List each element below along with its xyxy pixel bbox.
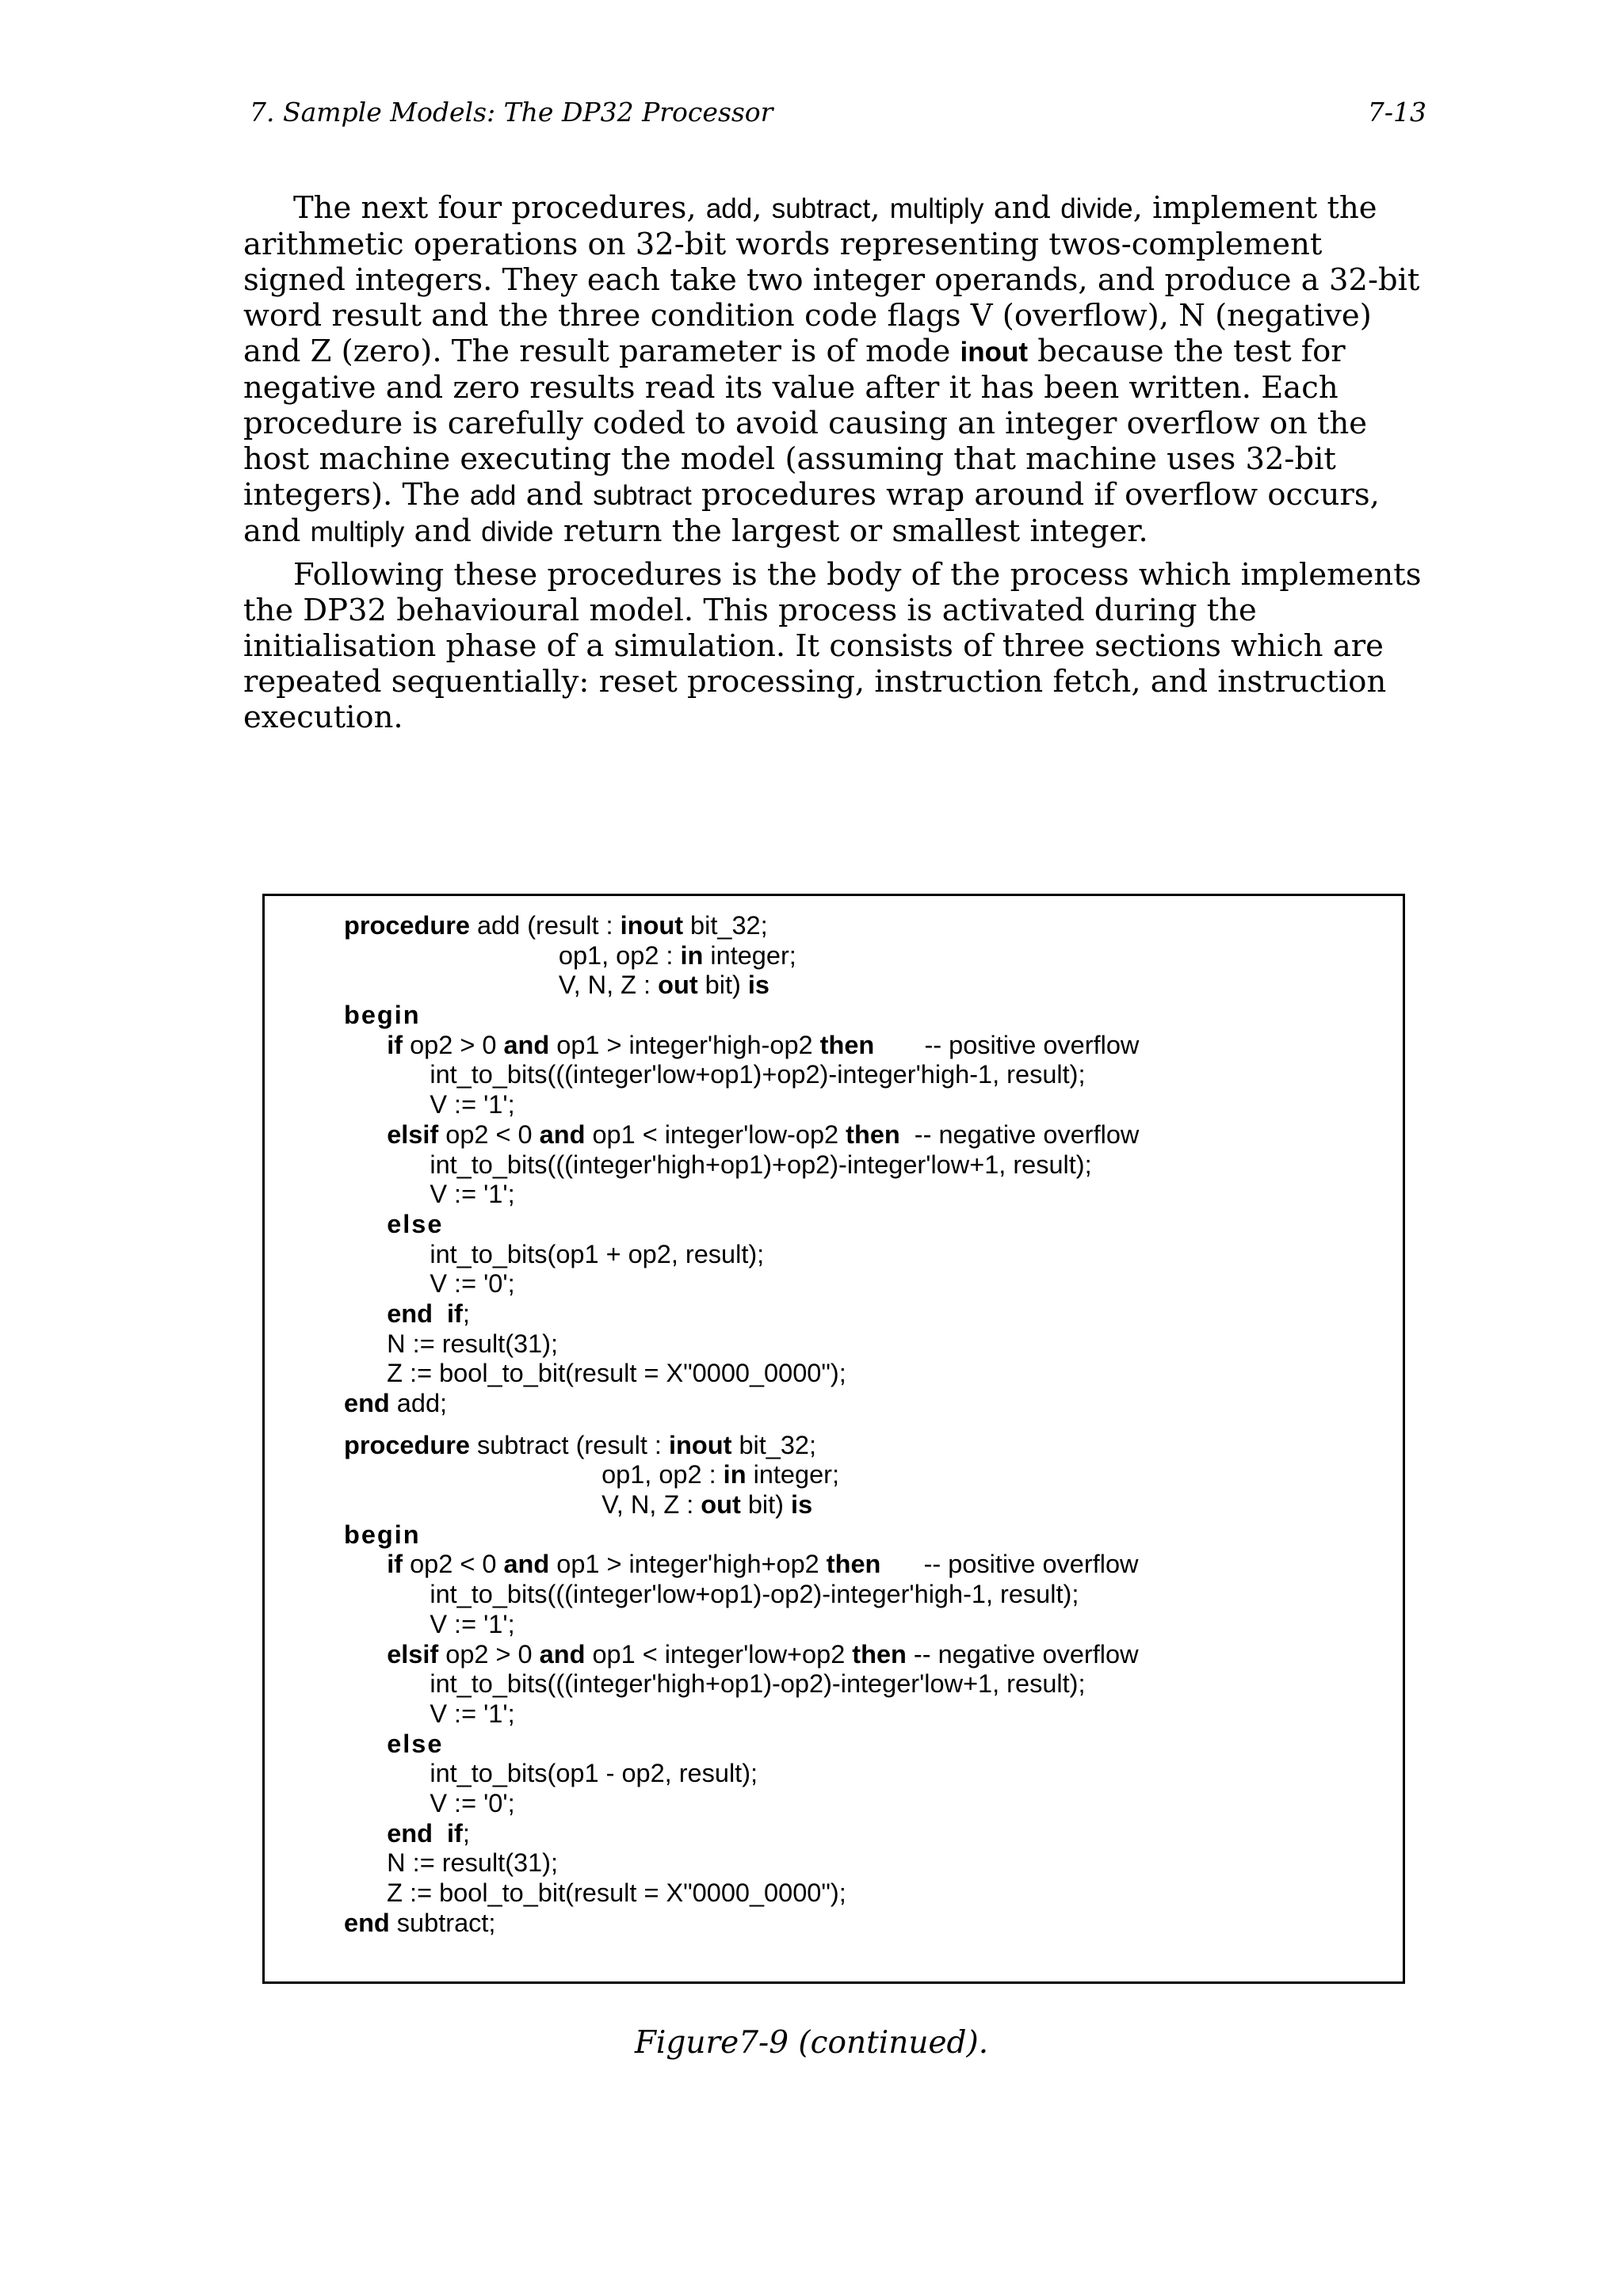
code-text bbox=[344, 1730, 387, 1758]
code-keyword: is bbox=[791, 1490, 813, 1520]
code-keyword: else bbox=[387, 1209, 444, 1238]
code-text: -- positive overflow bbox=[880, 1550, 1139, 1579]
code-keyword: then bbox=[852, 1639, 907, 1669]
text-line: arithmetic operations on 32-bit words representing twos-complement bbox=[243, 227, 1323, 262]
text-line: the DP32 behavioural model. This process is activated during the bbox=[243, 593, 1257, 628]
code-line bbox=[344, 1240, 1398, 1270]
code-keyword: else bbox=[387, 1729, 444, 1758]
text-line: signed integers. They each take two integer operands, and produce a 32-bit bbox=[243, 262, 1420, 298]
figure-caption: Figure7-9 (continued). bbox=[634, 2025, 989, 2061]
code-line bbox=[344, 1120, 1398, 1150]
code-line bbox=[344, 1789, 1398, 1819]
code-line bbox=[344, 1819, 1398, 1849]
code-text bbox=[344, 1031, 387, 1059]
code-text: op2 > 0 bbox=[438, 1639, 540, 1669]
code-text: int_to_bits(op1 + op2, result); bbox=[344, 1239, 765, 1268]
code-text: op1 < integer'low-op2 bbox=[585, 1119, 846, 1149]
code-keyword: end bbox=[344, 1908, 390, 1937]
code-text: -- negative overflow bbox=[899, 1119, 1140, 1149]
code-text: subtract; bbox=[389, 1908, 496, 1937]
code-line bbox=[344, 941, 1398, 971]
code-text bbox=[344, 1299, 387, 1328]
code-text: Z := bool_to_bit(result = X"0000_0000"); bbox=[344, 1359, 846, 1388]
code-text: N := result(31); bbox=[344, 1848, 559, 1878]
body-text bbox=[243, 190, 1432, 742]
code-line bbox=[344, 1550, 1398, 1580]
code-text: int_to_bits(((integer'high+op1)+op2)-integer'low+1, result); bbox=[344, 1150, 1092, 1179]
code-line bbox=[344, 1180, 1398, 1210]
code-text: V, N, Z : bbox=[344, 1490, 701, 1520]
code-line bbox=[344, 1669, 1398, 1699]
code-keyword: elsif bbox=[387, 1119, 439, 1149]
code-text: op2 < 0 bbox=[403, 1550, 504, 1579]
code-text: integer; bbox=[703, 940, 796, 970]
code-line bbox=[344, 1210, 1398, 1240]
code-keyword: inout bbox=[620, 911, 684, 940]
code-line bbox=[344, 1329, 1398, 1360]
code-keyword: and bbox=[503, 1550, 550, 1579]
code-line bbox=[344, 1060, 1398, 1090]
code-line bbox=[344, 1909, 1398, 1939]
code-line bbox=[344, 1610, 1398, 1640]
paragraph-process-body bbox=[243, 557, 1432, 735]
code-line bbox=[344, 911, 1398, 941]
code-text: bit) bbox=[697, 971, 748, 1000]
code-keyword: end bbox=[344, 1389, 390, 1417]
code-line bbox=[344, 1431, 1398, 1461]
code-keyword: end if bbox=[387, 1818, 463, 1848]
code-line bbox=[344, 1848, 1398, 1878]
code-line bbox=[344, 1699, 1398, 1730]
code-keyword: and bbox=[503, 1030, 550, 1059]
code-line bbox=[344, 1759, 1398, 1789]
code-text: bit_32; bbox=[731, 1430, 817, 1459]
code-keyword: and bbox=[539, 1639, 586, 1669]
text-line: and Z (zero). The result parameter is of mode inout because the test for bbox=[243, 334, 1346, 369]
code-text: int_to_bits(((integer'high+op1)-op2)-integer'low+1, result); bbox=[344, 1669, 1086, 1699]
code-line bbox=[344, 1359, 1398, 1389]
code-line bbox=[344, 1878, 1398, 1909]
code-keyword: and bbox=[539, 1119, 586, 1149]
text-line: procedure is carefully coded to avoid causing an integer overflow on the bbox=[243, 406, 1368, 441]
code-text: V := '1'; bbox=[344, 1609, 515, 1638]
code-line bbox=[344, 971, 1398, 1001]
paragraph-arithmetic bbox=[243, 190, 1432, 550]
code-text: integer; bbox=[746, 1460, 839, 1489]
code-text: bit_32; bbox=[683, 911, 768, 940]
code-text: V := '1'; bbox=[344, 1180, 515, 1209]
code-text: Z := bool_to_bit(result = X"0000_0000"); bbox=[344, 1878, 846, 1907]
code-keyword: end if bbox=[387, 1299, 463, 1328]
code-text: V := '1'; bbox=[344, 1699, 515, 1728]
code-line bbox=[344, 1001, 1398, 1031]
code-text: ; bbox=[462, 1299, 470, 1328]
code-text: V, N, Z : bbox=[344, 971, 659, 1000]
code-text: op1 > integer'high-op2 bbox=[549, 1030, 820, 1059]
code-gap bbox=[344, 1419, 1398, 1431]
text-line: repeated sequentially: reset processing, instruction fetch, and instruction bbox=[243, 664, 1387, 700]
code-text: int_to_bits(((integer'low+op1)+op2)-integer'high-1, result); bbox=[344, 1060, 1086, 1089]
code-keyword: if bbox=[387, 1550, 403, 1579]
code-line bbox=[344, 1520, 1398, 1550]
text-line: Following these procedures is the body of the process which implements bbox=[293, 557, 1422, 593]
text-line: and multiply and divide return the largest or smallest integer. bbox=[243, 513, 1148, 549]
code-line bbox=[344, 1460, 1398, 1490]
code-text: N := result(31); bbox=[344, 1329, 559, 1358]
code-text: add (result : bbox=[469, 911, 621, 940]
text-line: integers). The add and subtract procedures wrap around if overflow occurs, bbox=[243, 477, 1380, 513]
code-line bbox=[344, 1299, 1398, 1329]
text-line: negative and zero results read its value after it has been written. Each bbox=[243, 370, 1338, 406]
code-line bbox=[344, 1150, 1398, 1180]
code-line bbox=[344, 1490, 1398, 1520]
code-text: -- negative overflow bbox=[906, 1639, 1139, 1669]
chapter-title: 7. Sample Models: The DP32 Processor bbox=[250, 97, 773, 128]
code-keyword: elsif bbox=[387, 1639, 439, 1669]
code-text: V := '0'; bbox=[344, 1788, 515, 1817]
text-line: word result and the three condition code flags V (overflow), N (negative) bbox=[243, 298, 1372, 334]
code-keyword: is bbox=[747, 971, 769, 1000]
code-line bbox=[344, 1640, 1398, 1670]
code-text: int_to_bits(((integer'low+op1)-op2)-integer'high-1, result); bbox=[344, 1580, 1079, 1609]
code-keyword: in bbox=[723, 1460, 747, 1489]
code-text: V := '1'; bbox=[344, 1090, 515, 1119]
page-number: 7-13 bbox=[1367, 97, 1426, 128]
code-keyword: inout bbox=[669, 1430, 732, 1459]
code-text: add; bbox=[389, 1389, 448, 1417]
code-line bbox=[344, 1090, 1398, 1120]
code-text bbox=[344, 1210, 387, 1238]
code-keyword: procedure bbox=[344, 1430, 470, 1459]
code-line bbox=[344, 1730, 1398, 1760]
code-line bbox=[344, 1580, 1398, 1610]
code-line bbox=[344, 1389, 1398, 1419]
code-text: -- positive overflow bbox=[874, 1030, 1140, 1059]
code-line bbox=[344, 1031, 1398, 1061]
code-text bbox=[344, 1819, 387, 1848]
text-line: initialisation phase of a simulation. It consists of three sections which are bbox=[243, 628, 1384, 664]
code-text: V := '0'; bbox=[344, 1269, 515, 1299]
code-text: op1 < integer'low+op2 bbox=[585, 1639, 853, 1669]
code-text: op2 < 0 bbox=[438, 1119, 540, 1149]
code-keyword: if bbox=[387, 1030, 403, 1059]
code-keyword: out bbox=[658, 971, 698, 1000]
code-text: op1, op2 : bbox=[344, 1460, 724, 1489]
code-text: op1, op2 : bbox=[344, 940, 681, 970]
code-text: bit) bbox=[740, 1490, 792, 1520]
code-text: op2 > 0 bbox=[403, 1030, 504, 1059]
code-line bbox=[344, 1269, 1398, 1299]
code-keyword: out bbox=[701, 1490, 741, 1520]
code-keyword: then bbox=[819, 1030, 875, 1059]
text-line: execution. bbox=[243, 700, 403, 735]
code-listing bbox=[344, 911, 1398, 1938]
running-header bbox=[250, 97, 1426, 136]
code-text bbox=[344, 1120, 387, 1149]
text-line: The next four procedures, add, subtract, multiply and divide, implement the bbox=[293, 190, 1377, 226]
code-keyword: in bbox=[680, 940, 704, 970]
code-keyword: then bbox=[846, 1119, 900, 1149]
code-keyword: procedure bbox=[344, 911, 470, 940]
code-text: int_to_bits(op1 - op2, result); bbox=[344, 1759, 758, 1788]
text-line: host machine executing the model (assuming that machine uses 32-bit bbox=[243, 441, 1336, 477]
code-text bbox=[344, 1640, 387, 1669]
code-text: op1 > integer'high+op2 bbox=[549, 1550, 827, 1579]
code-keyword: then bbox=[826, 1550, 881, 1579]
code-text: ; bbox=[462, 1818, 470, 1848]
code-keyword: begin bbox=[344, 1520, 421, 1549]
code-text: subtract (result : bbox=[469, 1430, 669, 1459]
code-text bbox=[344, 1550, 387, 1578]
code-keyword: begin bbox=[344, 1001, 421, 1030]
